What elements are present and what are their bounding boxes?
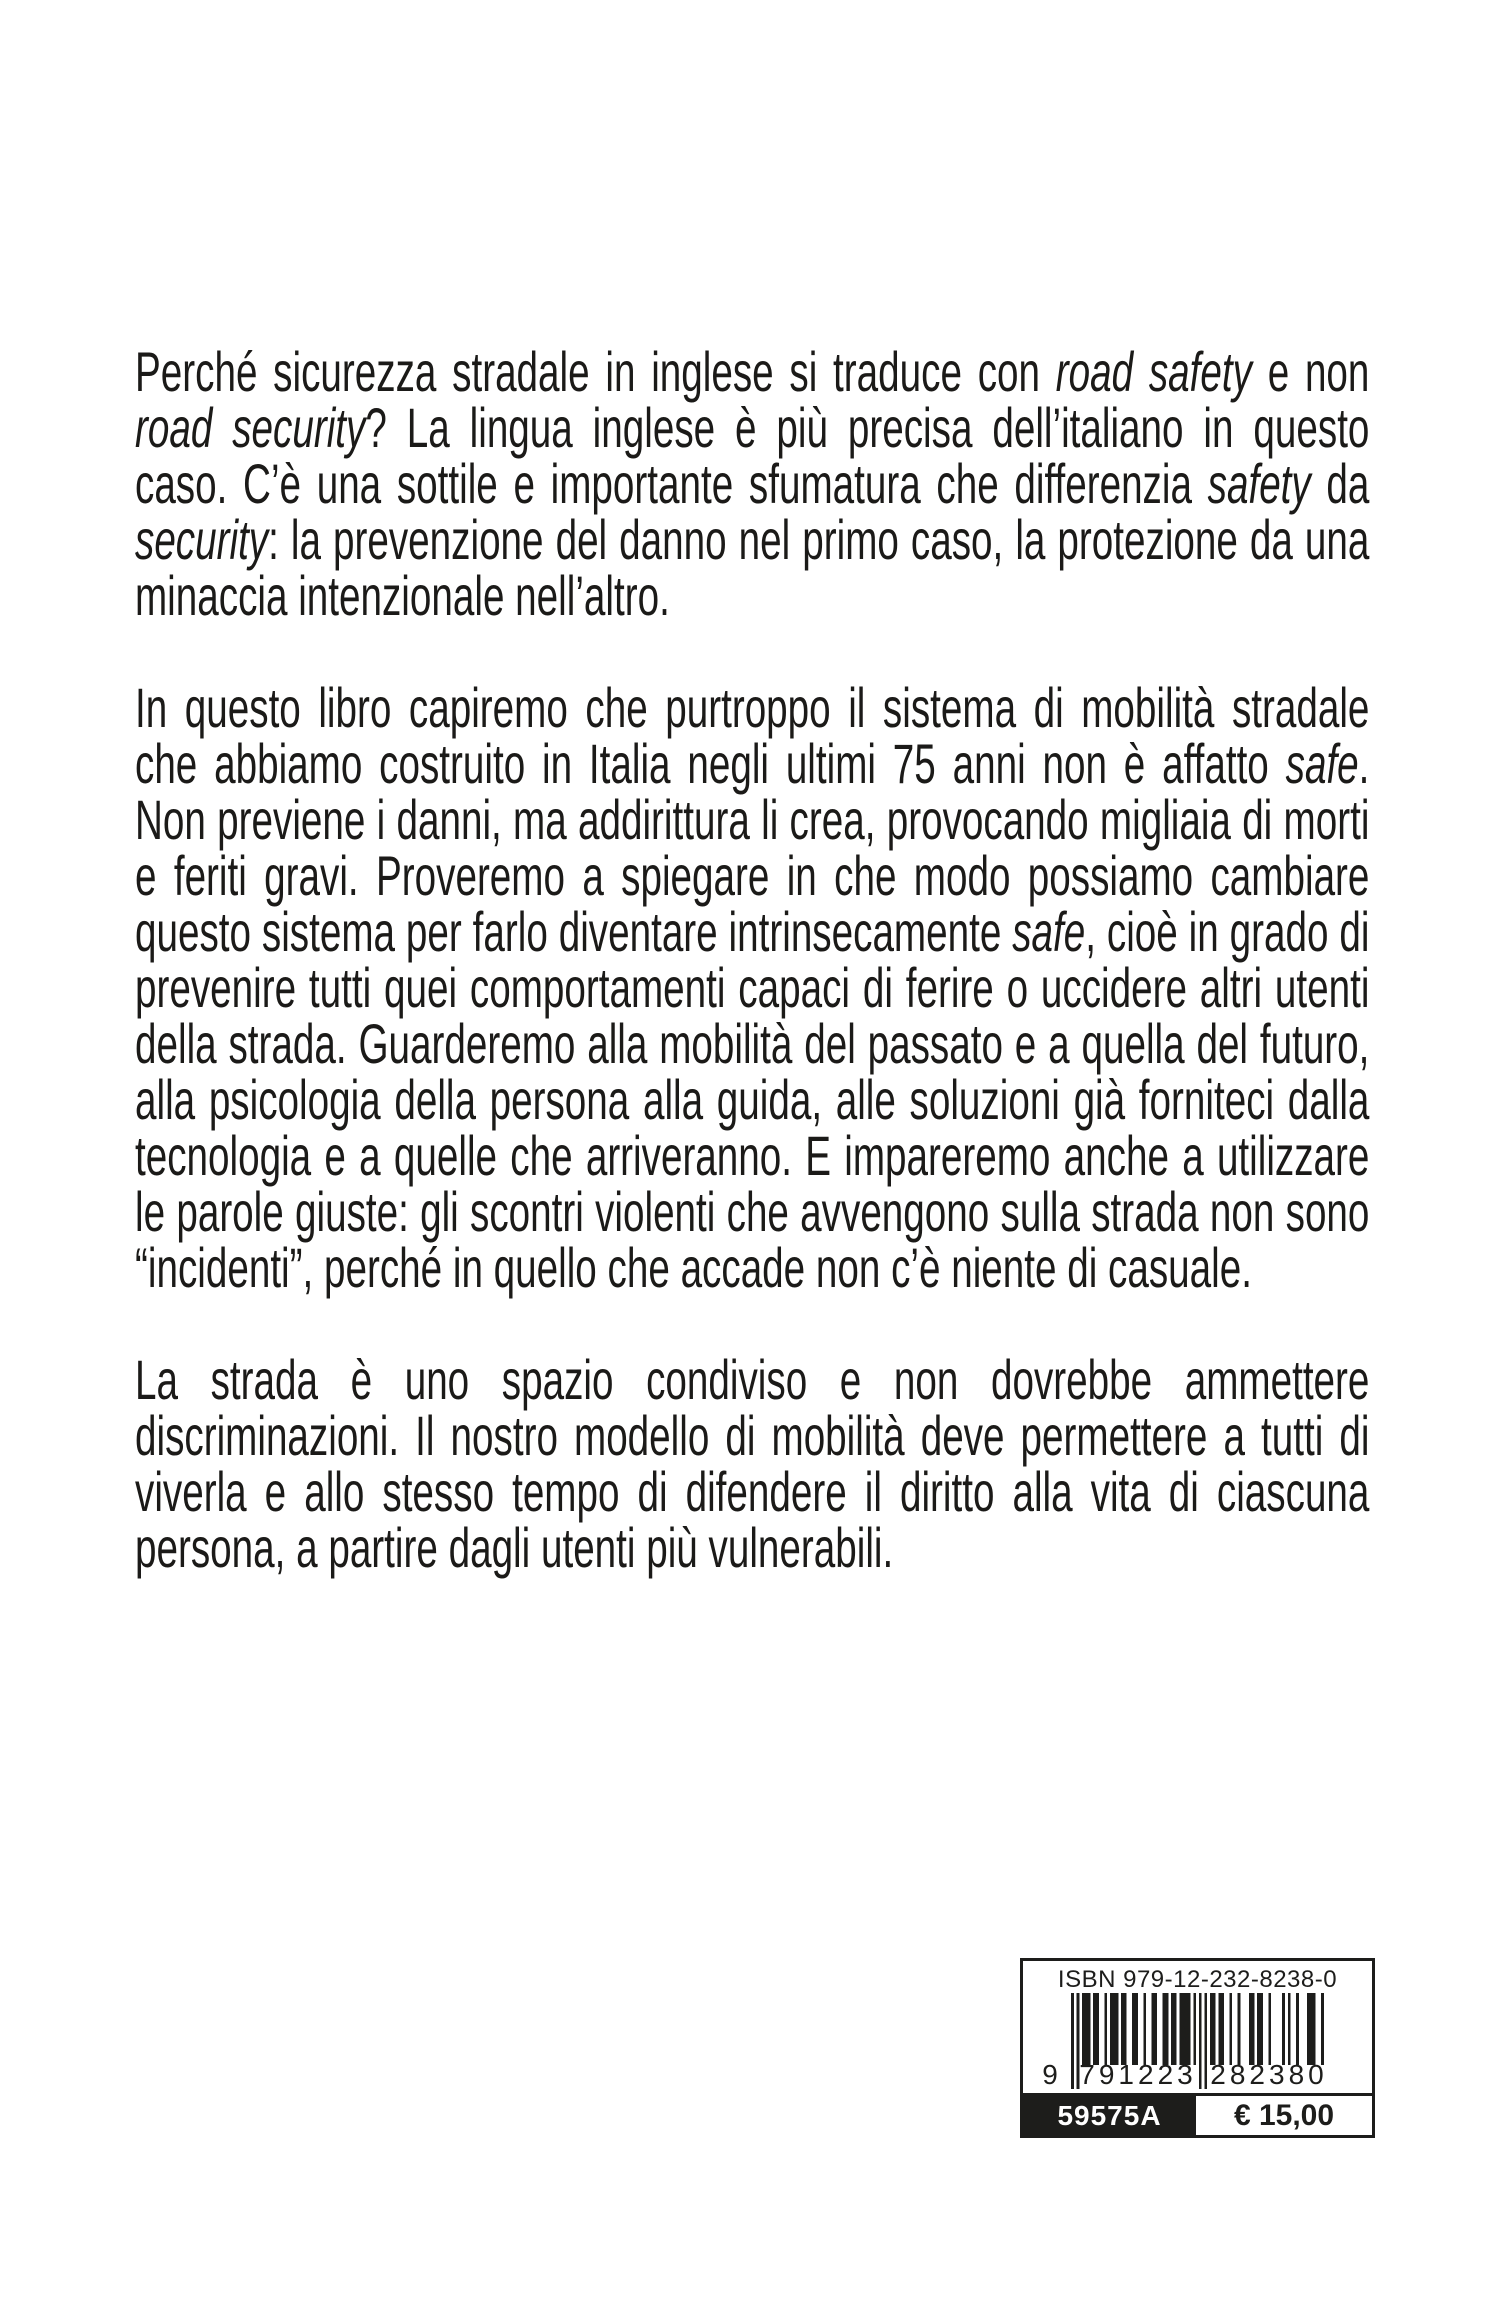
italic-run: security [135, 508, 269, 571]
publisher-code-badge: 59575A [1023, 2096, 1196, 2135]
italic-run: safety [1207, 452, 1311, 515]
text-run: : la prevenzione del danno nel primo caso, la protezione da una minaccia intenzionale nell’altro. [135, 508, 1370, 627]
italic-run: road security [135, 396, 366, 459]
text-run: , cioè in grado di prevenire tutti quei comportamenti capaci di ferire o uccidere altri utenti della strada. Guarderemo alla mobilità del passato e a quella del futuro, alla psicologia della persona alla guida, alle soluzioni già forniteci dalla tecnologia e a quelle che arriveranno. E impareremo anche a utilizzare le parole giuste: gli scontri violenti che avvengono sulla strada non sono “incidenti”, perché in quello che accade non c’è niente di casuale. [135, 900, 1370, 1299]
text-run: e non [1251, 340, 1370, 403]
barcode-digit-group: 282380 [1210, 2059, 1328, 2090]
isbn-label: ISBN 979-12-232-8238-0 [1057, 1966, 1338, 1993]
barcode-digit-group: 791223 [1079, 2059, 1197, 2090]
italic-run: safe [1012, 900, 1086, 963]
barcode-bars-area [1023, 1993, 1371, 2093]
text-run: In questo libro capiremo che purtroppo il sistema di mobilità stradale che abbiamo costruito in Italia negli ultimi 75 anni non è affatto [135, 676, 1370, 795]
text-run: . Non previene i danni, ma addirittura li crea, provocando migliaia di morti e feriti gravi. Proveremo a spiegare in che modo possiamo cambiare questo sistema per farlo diventare intrinsecamente [135, 732, 1370, 963]
paragraph-2 [135, 676, 1370, 1299]
text-run: ? La lingua inglese è più precisa dell’italiano in questo caso. C’è una sottile e importante sfumatura che differenzia [135, 396, 1370, 515]
barcode-bottom-row [1023, 2093, 1372, 2135]
price-label: € 15,00 [1196, 2096, 1372, 2135]
isbn-barcode-block [1020, 1958, 1375, 2138]
back-cover-text [135, 340, 1370, 1579]
italic-run: road safety [1055, 340, 1252, 403]
text-run: da [1310, 452, 1370, 515]
italic-run: safe [1285, 732, 1359, 795]
text-run: La strada è uno spazio condiviso e non dovrebbe ammettere discriminazioni. Il nostro modello di mobilità deve permettere a tutti di viverla e allo stesso tempo di difendere il diritto alla vita di ciascuna persona, a partire dagli utenti più vulnerabili. [135, 1348, 1370, 1579]
paragraph-1 [135, 340, 1370, 627]
barcode-digit-group: 9 [1042, 2059, 1058, 2090]
paragraph-3 [135, 1348, 1370, 1579]
text-run: Perché sicurezza stradale in inglese si traduce con [135, 340, 1056, 403]
